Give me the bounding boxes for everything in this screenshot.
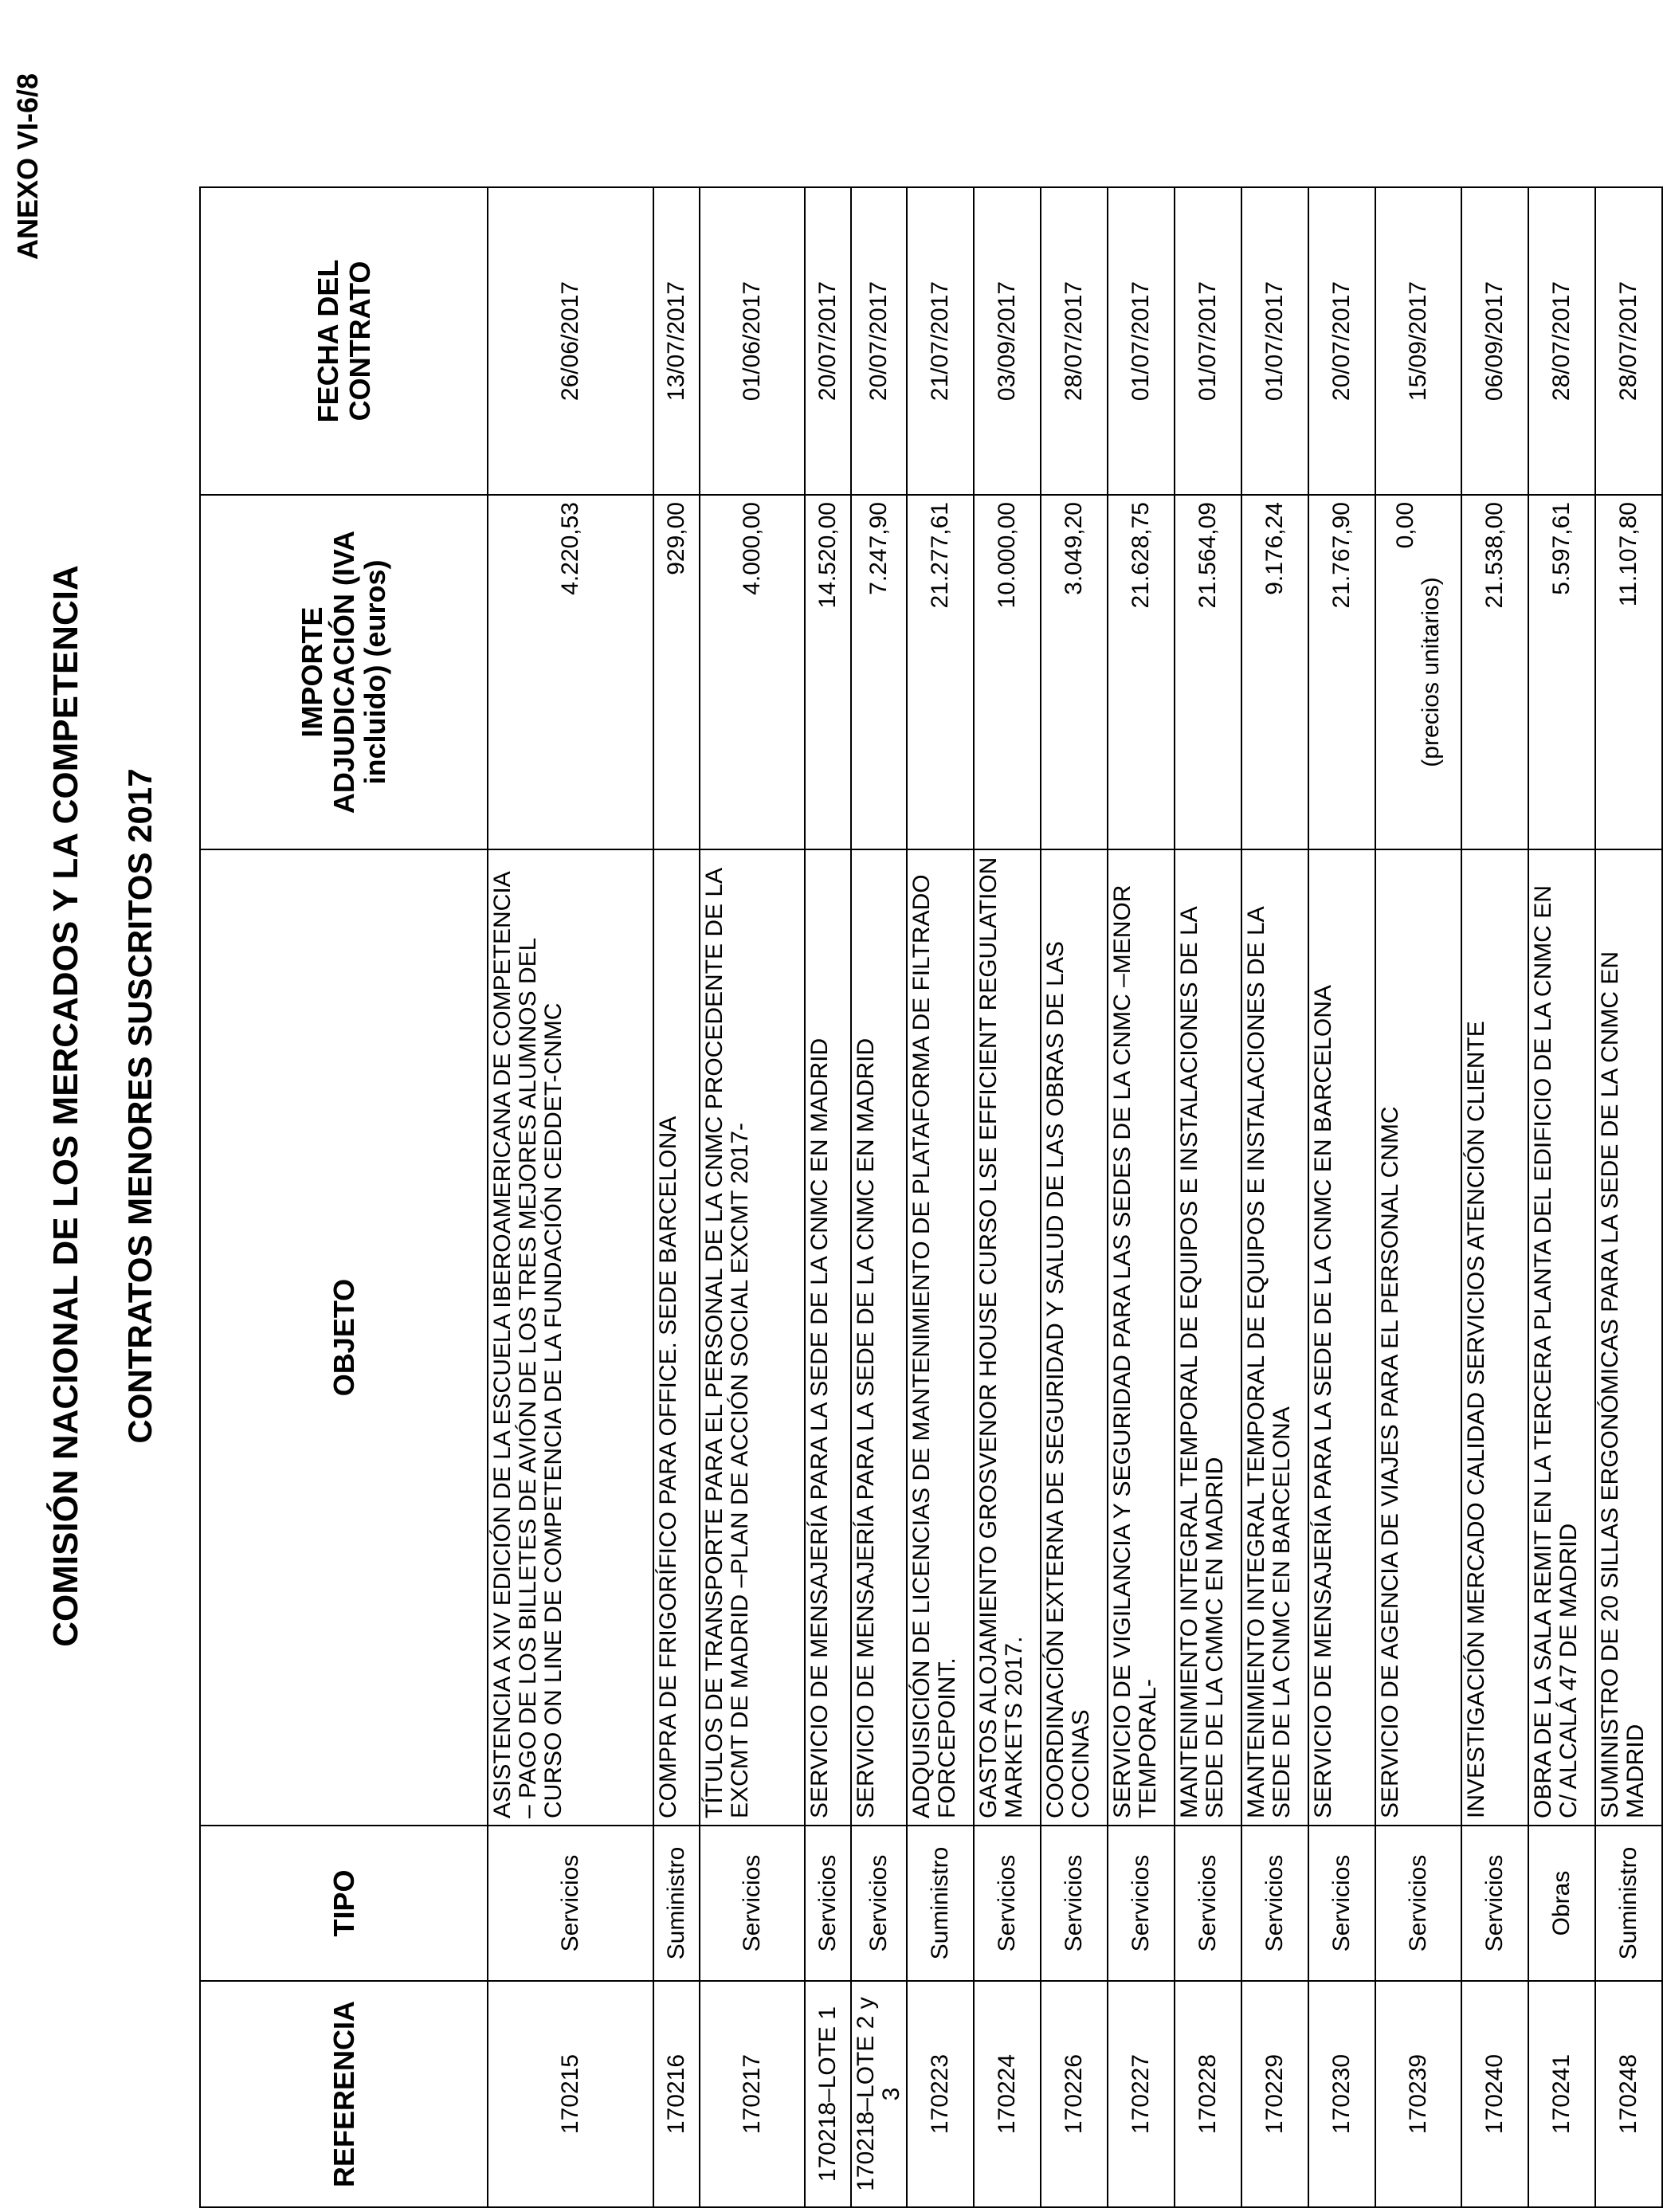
cell-fecha-text: 28/07/2017: [1548, 280, 1575, 402]
cell-importe: [974, 495, 1041, 849]
cell-fecha: [1175, 187, 1241, 495]
cell-referencia-text: 170218–LOTE 1: [814, 2006, 841, 2183]
cell-referencia-text: 170229: [1261, 2053, 1288, 2135]
cell-tipo-text: Suministro: [1615, 1846, 1642, 1960]
cell-importe-text: 0,00: [1392, 502, 1419, 549]
cell-referencia-text: 170240: [1481, 2053, 1508, 2135]
cell-fecha: [1041, 187, 1108, 495]
cell-tipo-text: Obras: [1548, 1870, 1575, 1936]
cell-tipo: [1308, 1826, 1375, 1981]
cell-objeto: [974, 849, 1041, 1826]
cell-importe-text: 21.538,00: [1481, 502, 1508, 609]
cell-importe: [1175, 495, 1241, 849]
cell-objeto: [1108, 849, 1175, 1826]
cell-importe-text: 4.000,00: [738, 502, 765, 595]
table-header-row: [200, 187, 488, 2207]
cell-objeto-text: OBRA DE LA SALA REMIT EN LA TERCERA PLANTA DEL EDIFICIO DE LA CNMC EN C/ ALCALÁ 47 DE MADRID: [1530, 885, 1583, 1818]
cell-objeto-text: COMPRA DE FRIGORÍFICO PARA OFFICE. SEDE BARCELONA: [655, 1116, 681, 1818]
cell-tipo-text: Servicios: [994, 1854, 1021, 1952]
cell-fecha-text: 01/07/2017: [1128, 280, 1155, 402]
cell-tipo: [851, 1826, 907, 1981]
cell-tipo-text: Servicios: [1194, 1854, 1222, 1952]
cell-fecha-text: 21/07/2017: [927, 280, 954, 402]
annex-label: ANEXO VI-6/8: [11, 73, 44, 260]
cell-referencia-text: 170218–LOTE 2 y 3: [853, 1997, 905, 2191]
table-row: [1308, 187, 1375, 2207]
table-row: [1528, 187, 1595, 2207]
cell-referencia: [653, 1981, 700, 2207]
cell-fecha: [1308, 187, 1375, 495]
cell-importe: [1241, 495, 1308, 849]
cell-referencia-text: 170217: [738, 2053, 765, 2135]
cell-objeto-text: ADQUISICIÓN DE LICENCIAS DE MANTENIMIENTO DE PLATAFORMA DE FILTRADO FORCEPOINT.: [908, 874, 961, 1818]
cell-fecha-text: 06/09/2017: [1481, 280, 1508, 402]
page-title: COMISIÓN NACIONAL DE LOS MERCADOS Y LA COMPETENCIA: [46, 565, 85, 1647]
cell-fecha-text: 20/07/2017: [865, 280, 892, 402]
cell-importe-text: 11.107,80: [1615, 502, 1642, 607]
cell-tipo: [974, 1826, 1041, 1981]
cell-tipo: [1241, 1826, 1308, 1981]
cell-referencia-text: 170239: [1405, 2053, 1432, 2135]
cell-tipo-text: Servicios: [738, 1854, 765, 1952]
cell-referencia: [1175, 1981, 1241, 2207]
table-row: [700, 187, 805, 2207]
cell-importe: [1595, 495, 1662, 849]
cell-importe-text: 21.564,09: [1194, 502, 1222, 609]
table-row: [1108, 187, 1175, 2207]
table-row: [907, 187, 974, 2207]
cell-importe-text: 4.220,53: [556, 502, 583, 595]
cell-referencia: [974, 1981, 1041, 2207]
cell-objeto: [1375, 849, 1461, 1826]
cell-objeto: [1041, 849, 1108, 1826]
cell-objeto: [1175, 849, 1241, 1826]
cell-referencia-text: 170228: [1194, 2053, 1222, 2135]
table-row: [1595, 187, 1662, 2207]
cell-fecha-text: 01/07/2017: [1261, 280, 1288, 402]
cell-fecha: [1375, 187, 1461, 495]
cell-tipo-text: Servicios: [1128, 1854, 1155, 1952]
cell-importe: [700, 495, 805, 849]
table-row: [1041, 187, 1108, 2207]
cell-fecha: [1241, 187, 1308, 495]
cell-tipo-text: Suministro: [662, 1846, 689, 1960]
table-row: [1375, 187, 1461, 2207]
cell-fecha: [1108, 187, 1175, 495]
cell-referencia-text: 170241: [1548, 2053, 1575, 2135]
cell-importe-text: 929,00: [662, 502, 689, 575]
cell-tipo: [1595, 1826, 1662, 1981]
cell-fecha-text: 13/07/2017: [662, 280, 689, 402]
cell-referencia: [805, 1981, 851, 2207]
cell-referencia: [907, 1981, 974, 2207]
cell-objeto: [488, 849, 653, 1826]
cell-importe: [1108, 495, 1175, 849]
cell-fecha: [907, 187, 974, 495]
cell-tipo: [1175, 1826, 1241, 1981]
cell-fecha: [488, 187, 653, 495]
cell-referencia-text: 170230: [1328, 2053, 1355, 2135]
cell-fecha: [1528, 187, 1595, 495]
cell-importe: [1375, 495, 1461, 849]
cell-objeto-text: COORDINACIÓN EXTERNA DE SEGURIDAD Y SALUD DE LAS OBRAS DE LAS COCINAS: [1042, 941, 1095, 1818]
cell-referencia: [1528, 1981, 1595, 2207]
cell-importe: [488, 495, 653, 849]
column-header-fecha: FECHA DEL CONTRATO: [200, 187, 488, 495]
cell-tipo-text: Servicios: [1261, 1854, 1288, 1952]
column-header-referencia: REFERENCIA: [200, 1981, 488, 2207]
cell-importe: [1308, 495, 1375, 849]
table-row: [488, 187, 653, 2207]
cell-objeto: [1461, 849, 1528, 1826]
cell-importe: [907, 495, 974, 849]
cell-fecha: [1595, 187, 1662, 495]
cell-fecha-text: 01/07/2017: [1194, 280, 1222, 402]
cell-importe-text: 21.277,61: [927, 502, 954, 609]
cell-tipo-text: Servicios: [1481, 1854, 1508, 1952]
cell-fecha-text: 28/07/2017: [1061, 280, 1088, 402]
cell-objeto-text: SERVICIO DE MENSAJERÍA PARA LA SEDE DE LA CNMC EN BARCELONA: [1310, 985, 1337, 1818]
cell-referencia: [488, 1981, 653, 2207]
cell-tipo-text: Servicios: [865, 1854, 892, 1952]
cell-referencia-text: 170215: [556, 2053, 583, 2135]
cell-importe-text: 5.597,61: [1548, 502, 1575, 595]
cell-fecha-text: 26/06/2017: [556, 280, 583, 402]
cell-tipo-text: Servicios: [814, 1854, 841, 1952]
importe-note: (precios unitarios): [1418, 577, 1445, 767]
cell-referencia: [1375, 1981, 1461, 2207]
cell-tipo-text: Servicios: [1061, 1854, 1088, 1952]
cell-fecha-text: 28/07/2017: [1615, 280, 1642, 402]
cell-importe-text: 14.520,00: [814, 502, 841, 609]
cell-tipo: [488, 1826, 653, 1981]
cell-importe-text: 7.247,90: [865, 502, 892, 595]
cell-objeto-text: SERVICIO DE VIGILANCIA Y SEGURIDAD PARA LAS SEDES DE LA CNMC –MENOR TEMPORAL-: [1109, 884, 1162, 1818]
table-row: [1461, 187, 1528, 2207]
table-row: [851, 187, 907, 2207]
cell-objeto: [653, 849, 700, 1826]
cell-referencia: [851, 1981, 907, 2207]
cell-fecha: [653, 187, 700, 495]
cell-tipo: [700, 1826, 805, 1981]
cell-referencia: [1241, 1981, 1308, 2207]
cell-importe: [805, 495, 851, 849]
cell-objeto-text: TÍTULOS DE TRANSPORTE PARA EL PERSONAL DE LA CNMC PROCEDENTE DE LA EXCMT DE MADRID –PLAN DE ACCIÓN SOCIAL EXCMT 2017-: [701, 869, 754, 1818]
cell-importe: [1461, 495, 1528, 849]
contracts-table: [199, 186, 1663, 2208]
cell-objeto: [805, 849, 851, 1826]
cell-referencia-text: 170223: [927, 2053, 954, 2135]
cell-importe: [653, 495, 700, 849]
cell-referencia: [1041, 1981, 1108, 2207]
cell-tipo: [653, 1826, 700, 1981]
cell-tipo: [1041, 1826, 1108, 1981]
cell-objeto: [1308, 849, 1375, 1826]
cell-tipo: [1528, 1826, 1595, 1981]
table-row: [974, 187, 1041, 2207]
cell-fecha: [974, 187, 1041, 495]
cell-tipo-text: Servicios: [556, 1854, 583, 1952]
cell-importe: [1041, 495, 1108, 849]
column-header-importe: IMPORTE ADJUDICACIÓN (IVA incluido) (euros): [200, 495, 488, 849]
column-header-tipo: TIPO: [200, 1826, 488, 1981]
cell-tipo: [907, 1826, 974, 1981]
cell-referencia: [1461, 1981, 1528, 2207]
cell-objeto: [700, 849, 805, 1826]
cell-importe-text: 10.000,00: [994, 502, 1021, 609]
table-row: [805, 187, 851, 2207]
cell-fecha: [700, 187, 805, 495]
cell-importe-text: 3.049,20: [1061, 502, 1088, 595]
cell-referencia: [1108, 1981, 1175, 2207]
cell-fecha-text: 20/07/2017: [814, 280, 841, 402]
table-row: [1241, 187, 1308, 2207]
cell-referencia-text: 170224: [994, 2053, 1021, 2135]
cell-tipo-text: Suministro: [927, 1846, 954, 1960]
cell-referencia: [1595, 1981, 1662, 2207]
cell-fecha-text: 01/06/2017: [738, 280, 765, 402]
cell-referencia: [700, 1981, 805, 2207]
table-row: [1175, 187, 1241, 2207]
cell-referencia-text: 170216: [662, 2053, 689, 2135]
cell-objeto-text: INVESTIGACIÓN MERCADO CALIDAD SERVICIOS ATENCIÓN CLIENTE: [1463, 1021, 1490, 1818]
cell-fecha: [805, 187, 851, 495]
cell-importe-text: 21.628,75: [1128, 502, 1155, 609]
cell-fecha: [851, 187, 907, 495]
cell-objeto-text: MANTENIMIENTO INTEGRAL TEMPORAL DE EQUIPOS E INSTALACIONES DE LA SEDE DE LA CMMC EN MADRID: [1176, 907, 1229, 1818]
cell-objeto-text: MANTENIMIENTO INTEGRAL TEMPORAL DE EQUIPOS E INSTALACIONES DE LA SEDE DE LA CNMC EN BARCELONA: [1243, 907, 1296, 1818]
cell-importe: [851, 495, 907, 849]
cell-fecha-text: 20/07/2017: [1328, 280, 1355, 402]
cell-importe-text: 21.767,90: [1328, 502, 1355, 609]
cell-importe: [1528, 495, 1595, 849]
cell-objeto: [1595, 849, 1662, 1826]
cell-referencia-text: 170227: [1128, 2053, 1155, 2135]
cell-referencia: [1308, 1981, 1375, 2207]
cell-referencia-text: 170226: [1061, 2053, 1088, 2135]
cell-objeto-text: SERVICIO DE MENSAJERÍA PARA LA SEDE DE LA CNMC EN MADRID: [853, 1037, 879, 1818]
cell-objeto-text: SERVICIO DE MENSAJERÍA PARA LA SEDE DE LA CNMC EN MADRID: [806, 1037, 833, 1818]
column-header-objeto: OBJETO: [200, 849, 488, 1826]
cell-objeto: [1528, 849, 1595, 1826]
cell-objeto-text: GASTOS ALOJAMIENTO GROSVENOR HOUSE CURSO LSE EFFICIENT REGULATION MARKETS 2017.: [975, 857, 1028, 1818]
cell-tipo-text: Servicios: [1405, 1854, 1432, 1952]
cell-tipo: [1108, 1826, 1175, 1981]
cell-objeto: [851, 849, 907, 1826]
cell-objeto: [1241, 849, 1308, 1826]
cell-tipo: [1375, 1826, 1461, 1981]
table-row: [653, 187, 700, 2207]
cell-fecha: [1461, 187, 1528, 495]
cell-referencia-text: 170248: [1615, 2053, 1642, 2135]
cell-tipo: [1461, 1826, 1528, 1981]
page-subtitle: CONTRATOS MENORES SUSCRITOS 2017: [121, 768, 159, 1444]
cell-tipo-text: Servicios: [1328, 1854, 1355, 1952]
cell-fecha-text: 03/09/2017: [994, 280, 1021, 402]
cell-tipo: [805, 1826, 851, 1981]
cell-objeto: [907, 849, 974, 1826]
cell-objeto-text: SUMINISTRO DE 20 SILLAS ERGONÓMICAS PARA LA SEDE DE LA CNMC EN MADRID: [1597, 951, 1649, 1818]
cell-fecha-text: 15/09/2017: [1405, 280, 1432, 402]
cell-importe-text: 9.176,24: [1261, 502, 1288, 595]
cell-objeto-text: SERVICIO DE AGENCIA DE VIAJES PARA EL PERSONAL CNMC: [1377, 1106, 1404, 1818]
cell-objeto-text: ASISTENCIA A XIV EDICIÓN DE LA ESCUELA IBEROAMERICANA DE COMPETENCIA – PAGO DE LOS BILLETES DE AVIÓN DE LOS TRES MEJORES ALUMNOS DEL CURSO ON LINE DE COMPETENCIA DE LA FUNDACIÓN CEDDET-CNMC: [489, 872, 567, 1818]
